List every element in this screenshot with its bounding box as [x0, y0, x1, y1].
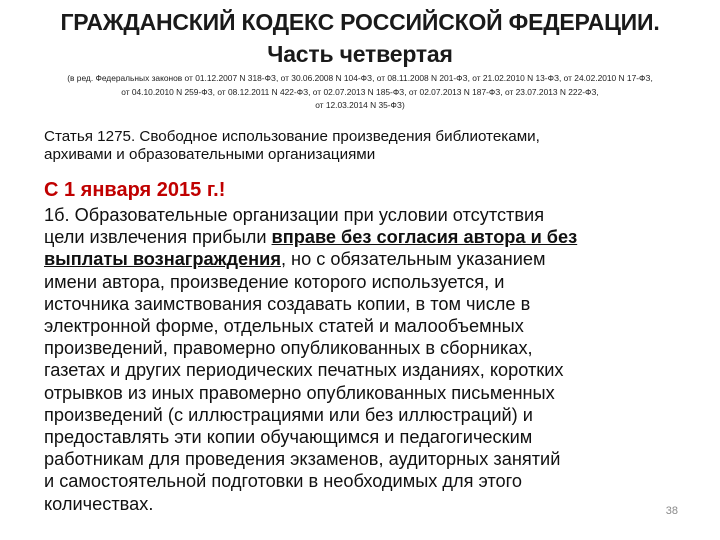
- article-heading: [44, 128, 704, 164]
- body-line: электронной форме, отдельных статей и малообъемных: [44, 316, 524, 337]
- document-title: ГРАЖДАНСКИЙ КОДЕКС РОССИЙСКОЙ ФЕДЕРАЦИИ.: [60, 9, 660, 35]
- body-line: 1б. Образовательные организации при условии отсутствия: [44, 205, 545, 225]
- amendments-line: от 12.03.2014 N 35-ФЗ): [315, 100, 405, 110]
- page-number: 38: [665, 505, 678, 517]
- body-line: источника заимствования создавать копии, в том числе в: [44, 293, 531, 314]
- amendments-line: (в ред. Федеральных законов от 01.12.2007 N 318-ФЗ, от 30.06.2008 N 104-ФЗ, от 08.11.2008 N 201-ФЗ, от 21.02.2010 N 13-ФЗ, от 24.02.2010 N 17-ФЗ,: [67, 73, 653, 83]
- body-line: имени автора, произведение которого используется, и: [44, 271, 505, 292]
- body-line: количествах.: [44, 493, 154, 514]
- body-line: предоставлять эти копии обучающимся и педагогическим: [44, 427, 533, 448]
- article-heading-line: архивами и образовательными организациями: [44, 146, 376, 163]
- body-line: произведений (с иллюстрациями или без иллюстраций) и: [44, 404, 533, 425]
- amendments-line: от 04.10.2010 N 259-ФЗ, от 08.12.2011 N 422-ФЗ, от 02.07.2013 N 185-ФЗ, от 02.07.2013 N 187-ФЗ, от 23.07.2013 N 222-ФЗ,: [121, 86, 599, 97]
- emphasized-text: выплаты вознаграждения: [44, 249, 281, 270]
- document-subtitle: Часть четвертая: [267, 41, 453, 67]
- body-line: работникам для проведения экзаменов, аудиторных занятий: [44, 449, 561, 470]
- article-heading-line: Статья 1275. Свободное использование произведения библиотеками,: [44, 128, 540, 145]
- body-line: произведений, правомерно опубликованных в сборниках,: [44, 338, 533, 359]
- body-text-plain: , но с обязательным указанием: [280, 249, 546, 270]
- body-line: и самостоятельной подготовки в необходимых для этого: [44, 471, 523, 492]
- body-line: [44, 226, 694, 248]
- body-line: отрывков из иных правомерно опубликованных письменных: [44, 382, 555, 403]
- body-text-plain: цели извлечения прибыли: [44, 227, 272, 248]
- body-line: газетах и других периодических печатных изданиях, коротких: [44, 360, 564, 381]
- article-body: [44, 204, 694, 515]
- amendments-note: [14, 72, 706, 113]
- effective-date: С 1 января 2015 г.!: [44, 179, 226, 201]
- emphasized-text: вправе без согласия автора и без: [271, 227, 578, 248]
- body-line: [44, 248, 694, 270]
